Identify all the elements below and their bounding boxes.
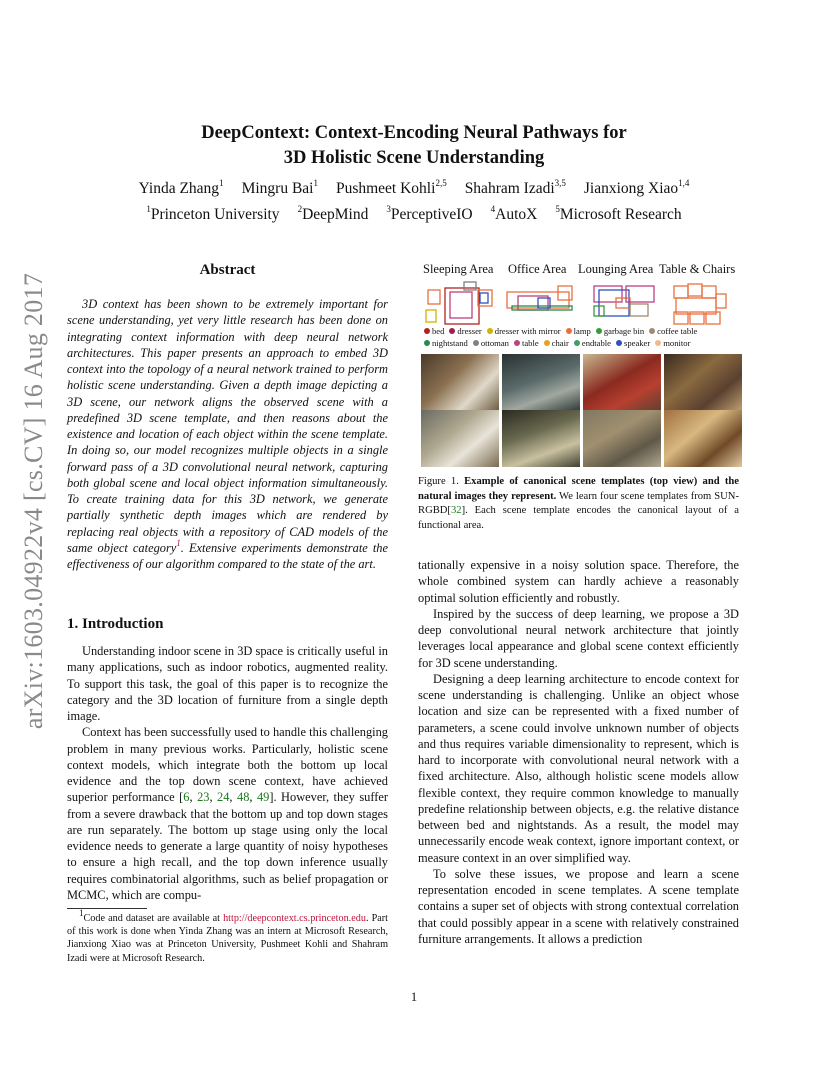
legend-swatch	[473, 340, 479, 346]
lounging-photo-1	[583, 354, 661, 411]
page-number: 1	[410, 990, 418, 1004]
paper-title-line1: DeepContext: Context-Encoding Neural Pathways for	[201, 123, 627, 143]
sleeping-photo-2	[421, 410, 499, 467]
legend-item: garbage bin	[596, 325, 644, 337]
legend-item: dresser with mirror	[487, 325, 561, 337]
legend-swatch	[487, 328, 493, 334]
right-paragraph-0: tationally expensive in a noisy solution space. Therefore, the whole combined system can hardly achieve a reasonably optimal solution efficiently and robustly.	[418, 558, 739, 605]
legend-swatch	[655, 340, 661, 346]
abstract-text: 3D context has been shown to be extremely important for scene understanding, yet very little research has been done on integrating context information with deep neural network architectures. This paper presents an approach to embed 3D context into the topology of a neural network trained to perform holistic scene understanding. Given a depth image depicting a 3D scene, our network aligns the observed scene with a predefined 3D scene template, and then reasons about the existence and location of each object within the scene template. In doing so, our model recognizes multiple objects in a single forward pass of a 3D convolutional neural network, capturing both global scene and local object information simultaneously. To create training data for this 3D network, we generate partially synthetic depth images which are rendered by replacing real objects with a repository of CAD models of the same object category	[67, 297, 388, 555]
legend-item: table	[514, 337, 539, 349]
affiliation: $^5$Microsoft Research	[555, 203, 682, 223]
figure-legend	[424, 325, 739, 349]
label-table-chairs: Table & Chairs	[659, 262, 736, 276]
legend-item: endtable	[574, 337, 611, 349]
legend-swatch	[566, 328, 572, 334]
label-sleeping-area: Sleeping Area	[423, 262, 494, 276]
right-paragraph-2: Designing a deep learning architecture to encode context for scene understanding is challenging. Unlike an object whose location and size can be represented with a fixed number of parameters, a scene could involve unknown number of objects and thus requires variable dimensionality to represent, which is hard to incorporate with convolutional neural network with a fixed architecture. Also, although holistic scene models allow flexible context, they require common knowledge to manually predefine relationship between objects, e.g. the relative distance between bed and nightstands. As a result, the model may unnecessarily encode weak context, ignore important context, or measure context in an over simplified way.	[418, 671, 739, 865]
citation-link[interactable]: 6	[183, 790, 190, 805]
footnote-mark: 1	[79, 907, 84, 918]
abstract-heading: Abstract	[199, 262, 256, 278]
right-paragraph-3: To solve these issues, we propose and learn a scene representation encoded in scene templates. A scene template contains a super set of objects with strong contextual correlation that could possibly appear in a scene with relatively constrained furniture arrangements. It allows a prediction	[418, 866, 739, 946]
legend-swatch	[649, 328, 655, 334]
office-photo-2	[502, 410, 580, 467]
author-name: Pushmeet Kohli$^{2,5}$	[335, 177, 447, 197]
citation-link[interactable]: 32	[450, 505, 462, 516]
affiliation: $^1$Princeton University	[146, 203, 280, 223]
legend-item: coffee table	[649, 325, 697, 337]
scene-template-diagrams	[418, 280, 739, 328]
legend-swatch	[449, 328, 455, 334]
legend-swatch	[424, 340, 430, 346]
footnote: $^1$Code and dataset are available at http://deepcontext.cs.princeton.edu. Part of this work is done when Yinda Zhang was an intern at Microsoft Research, Jianxiong Xiao was at Princeton University, Pushmeet Kohli and Shahram Izadi were at Microsoft Research.	[67, 907, 388, 964]
lounging-template	[594, 286, 654, 316]
citation-link[interactable]: 48	[237, 790, 250, 805]
legend-item: bed	[424, 325, 444, 337]
intro-paragraph-1: Understanding indoor scene in 3D space is critically useful in many applications, such as indoor robotics, augmented reality. To support this task, the goal of this paper is to recognize the category and the 3D location of furniture from a single depth image.	[67, 644, 388, 723]
legend-swatch	[514, 340, 520, 346]
table-photo-2	[664, 410, 742, 467]
abstract-tail: . Extensive experiments demonstrate the effectiveness of our algorithm compared to the state of the art.	[67, 540, 388, 571]
author-name: Jianxiong Xiao$^{1,4}$	[583, 177, 690, 197]
arxiv-identifier: arXiv:1603.04922v4 [cs.CV] 16 Aug 2017	[19, 272, 48, 730]
author-list	[0, 177, 828, 198]
author-name: Yinda Zhang$^1$	[138, 177, 224, 197]
intro-body	[67, 643, 388, 903]
sleeping-photo-1	[421, 354, 499, 411]
citation-link[interactable]: 23	[197, 790, 210, 805]
label-office-area: Office Area	[508, 262, 567, 276]
paper-title-line2: 3D Holistic Scene Understanding	[283, 148, 545, 168]
intro-paragraph-2: Context has been successfully used to handle this challenging problem in many previous works. Particularly, holistic scene context models, which integrate both the bottom up local evidence and the top down scene context, have achieved superior performance [6, 23, 24, 48, 49]. However, they suffer from a severe drawback that the bottom up and top down stages are run separately. The bottom up stage using only the local evidence needs to generate a large quantity of noisy hypotheses to ensure a high recall, and the top down inference usually requires combinatorial algorithms, such as belief propagation or MCMC, which are compu-	[67, 725, 389, 902]
table-chairs-template	[674, 284, 726, 324]
project-url-link[interactable]: http://deepcontext.cs.princeton.edu	[223, 913, 366, 924]
legend-item: dresser	[449, 325, 481, 337]
legend-swatch	[596, 328, 602, 334]
citation-link[interactable]: 24	[217, 790, 230, 805]
legend-item: speaker	[616, 337, 650, 349]
legend-item: lamp	[566, 325, 591, 337]
legend-item: nightstand	[424, 337, 468, 349]
figure-1-caption: Figure 1. Example of canonical scene templates (top view) and the natural images they represent. We learn four scene templates from SUN-RGBD[32]. Each scene template encodes the canonical layout of a functional area.	[418, 476, 739, 531]
legend-item: ottoman	[473, 337, 509, 349]
office-photo-1	[502, 354, 580, 411]
legend-item: chair	[544, 337, 569, 349]
affiliation: $^2$DeepMind	[297, 203, 369, 223]
legend-item: monitor	[655, 337, 690, 349]
figure-1	[418, 262, 739, 474]
lounging-photo-2	[583, 410, 661, 467]
abstract-body	[67, 296, 388, 572]
legend-swatch	[424, 328, 430, 334]
legend-swatch	[616, 340, 622, 346]
sleeping-template	[426, 282, 492, 324]
right-column-body	[418, 557, 739, 947]
abstract-footnote-mark[interactable]: 1	[176, 537, 181, 548]
citation-link[interactable]: 49	[256, 790, 270, 805]
author-name: Shahram Izadi$^{3,5}$	[464, 177, 566, 197]
affiliation: $^3$PerceptiveIO	[386, 203, 473, 223]
label-lounging-area: Lounging Area	[578, 262, 654, 276]
office-template	[507, 286, 572, 310]
table-photo-1	[664, 354, 742, 411]
affiliation: $^4$AutoX	[490, 203, 538, 223]
author-name: Mingru Bai$^1$	[241, 177, 318, 197]
right-paragraph-1: Inspired by the success of deep learning, we propose a 3D deep convolutional neural network architecture that jointly leverages local appearance and global scene context efficiently for 3D scene understanding.	[418, 606, 739, 670]
affiliation-list	[0, 203, 828, 224]
legend-swatch	[574, 340, 580, 346]
legend-swatch	[544, 340, 550, 346]
intro-heading: 1. Introduction	[67, 616, 164, 632]
